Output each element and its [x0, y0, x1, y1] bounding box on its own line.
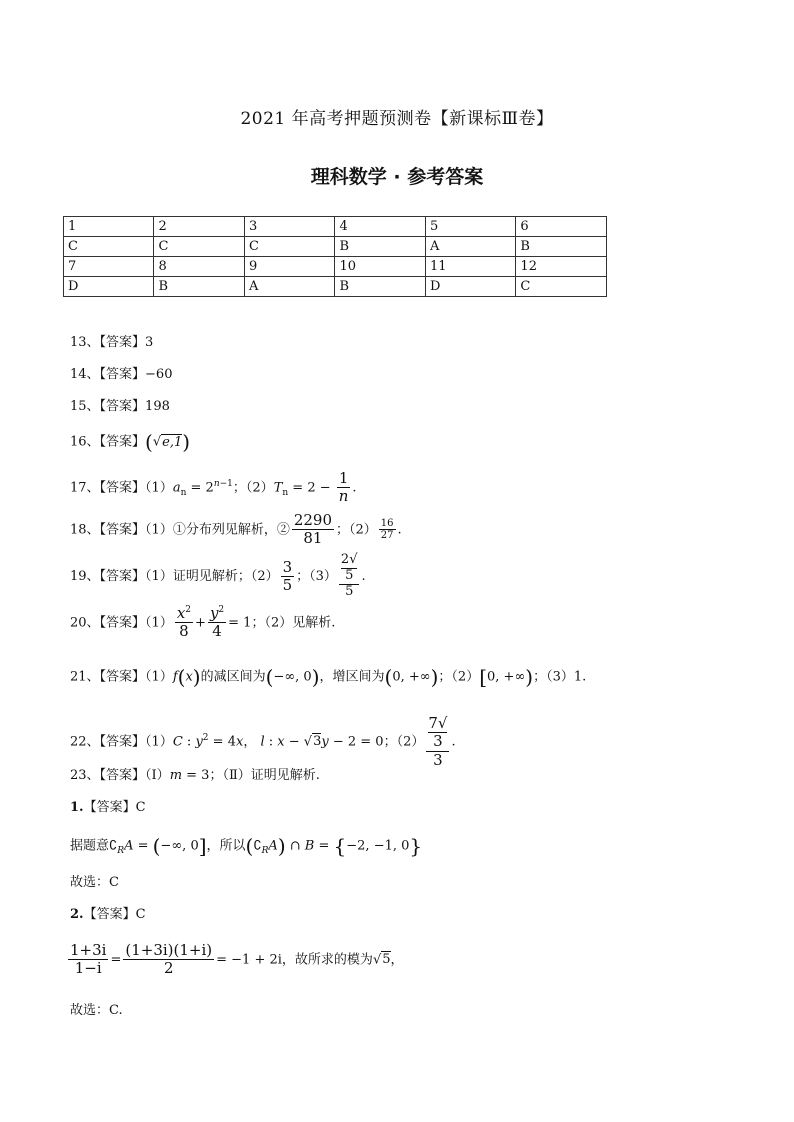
- answer-table-cell: A: [425, 237, 515, 257]
- answer-22-label: 22、【答案】（1）: [70, 734, 173, 750]
- answer-18-frac1-num: 2290: [293, 511, 333, 529]
- answer-19-frac1-num: 3: [282, 557, 293, 576]
- answer-table-cell: B: [335, 237, 425, 257]
- answer-table-cell: 8: [154, 257, 244, 277]
- answer-18-sep: ；（2）: [336, 522, 377, 538]
- answer-table-cell: 3: [244, 217, 334, 237]
- answer-21-text3: ；（2）: [438, 669, 480, 685]
- answer-18: 18、【答案】（1）①分布列见解析，② $\frac{2290}{81}$ ；（2） $\frac{16}{27}$ .: [70, 511, 402, 548]
- answer-17: 17、【答案】$(1)a_n = 2^{n-1}$；$(2)T_n = 2$ − $\frac{1}{n}$ .: [70, 469, 357, 506]
- answer-22: 22、【答案】（1）C : $y^2 = 4x$， l : x − √3y − 2 = 0；（2） 7√ 3 3 .: [70, 714, 456, 769]
- solution-2-header: [70, 907, 146, 923]
- answer-19-sep: ；（3）: [296, 568, 337, 584]
- solution-2-conclusion: 故选：C.: [70, 1003, 123, 1018]
- answer-21: 21、【答案】（1）f(x)的减区间为(−∞, 0)，增区间为(0, +∞)；（2）[0, +∞)；（3）1.: [70, 665, 587, 689]
- answer-table-row: [64, 257, 607, 277]
- answer-18-label: 18、【答案】（1）①分布列见解析，②: [70, 522, 290, 538]
- answer-18-frac2-num: 16: [380, 517, 394, 529]
- page-subtitle: 理科数学 · 参考答案: [310, 166, 484, 188]
- answer-table: [63, 216, 607, 297]
- answer-table-cell: 2: [154, 217, 244, 237]
- answer-table-cell: A: [244, 277, 334, 297]
- solution-1-body: 据题意$∁_RA$ = (−∞, 0]，所以$(∁_RA)$ ∩ B = {−2, −1, 0}: [70, 834, 423, 858]
- answer-table-cell: C: [516, 277, 607, 297]
- answer-18-frac2-den: 27: [380, 530, 394, 542]
- solution-1-header: [70, 800, 146, 816]
- answer-19-label: 19、【答案】（1）证明见解析；（2）: [70, 568, 279, 584]
- answer-table-cell: B: [154, 277, 244, 297]
- answer-16: 16、【答案】(√e,1): [70, 430, 191, 454]
- answer-table-cell: B: [516, 237, 607, 257]
- answer-20: 20、【答案】（1） $\frac{x^2}{8}$ + $\frac{y^2}{4}$ = 1；（2）见解析.: [70, 604, 336, 641]
- answer-21-suffix: ；（3）1.: [533, 669, 587, 685]
- page-title: 2021 年高考押题预测卷【新课标Ⅲ卷】: [240, 109, 554, 129]
- answer-16-value: e,1: [162, 434, 183, 450]
- answer-table-cell: B: [335, 277, 425, 297]
- answer-23-suffix: ；（Ⅱ）证明见解析.: [209, 768, 320, 783]
- answer-table-cell: D: [425, 277, 515, 297]
- answer-table-cell: 6: [516, 217, 607, 237]
- answer-table-cell: 12: [516, 257, 607, 277]
- solution-1-number: 1.: [70, 800, 84, 815]
- answer-table-cell: 1: [64, 217, 154, 237]
- answer-table-cell: 7: [64, 257, 154, 277]
- answer-17-sep: ；（2）: [232, 480, 274, 496]
- answer-19-frac2-den: 5: [345, 583, 354, 599]
- solution-1-text1: 据题意: [70, 838, 110, 854]
- answer-19-frac1-den: 5: [282, 575, 293, 594]
- solution-1-conclusion: 故选：C: [70, 875, 119, 890]
- answer-table-cell: C: [64, 237, 154, 257]
- solution-2-number: 2.: [70, 907, 84, 922]
- answer-table-row: [64, 277, 607, 297]
- answer-table-row: [64, 237, 607, 257]
- answer-18-frac1-den: 81: [303, 529, 323, 548]
- answer-23: 23、【答案】（Ⅰ）m = 3；（Ⅱ）证明见解析.: [70, 768, 320, 783]
- solution-2-text: ，故所求的模为: [281, 952, 373, 968]
- solution-1-answer: 【答案】C: [83, 800, 146, 815]
- answer-21-text1: 的减区间为: [200, 669, 266, 685]
- answer-23-label: 23、【答案】（Ⅰ）: [70, 768, 170, 783]
- solution-2-body: $\frac{1+3i}{1-i}$ = $\frac{(1+3i)(1+i)}{2}$ = −1 + 2i，故所求的模为√5，: [70, 941, 404, 978]
- answer-table-cell: C: [154, 237, 244, 257]
- answer-17-label: 17、【答案】（1）: [70, 480, 173, 496]
- answer-19: 19、【答案】（1）证明见解析；（2） $\frac{3}{5}$ ；（3） 2√ 5 5 .: [70, 552, 366, 599]
- answer-13: 13、【答案】3: [70, 335, 154, 350]
- answer-table-row: [64, 217, 607, 237]
- answer-16-label: 16、【答案】: [70, 434, 146, 450]
- answer-20-label: 20、【答案】（1）: [70, 615, 173, 631]
- answer-table-cell: 9: [244, 257, 334, 277]
- answer-22-sep: ；（2）: [383, 734, 425, 750]
- answer-21-text2: ，增区间为: [319, 669, 385, 685]
- answer-table-cell: C: [244, 237, 334, 257]
- answer-21-label: 21、【答案】（1）: [70, 669, 173, 685]
- answer-table-cell: D: [64, 277, 154, 297]
- solution-2-answer: 【答案】C: [83, 907, 146, 922]
- answer-table-cell: 4: [335, 217, 425, 237]
- answer-20-suffix: ；（2）见解析.: [251, 615, 336, 631]
- answer-table-cell: 10: [335, 257, 425, 277]
- answer-table-cell: 5: [425, 217, 515, 237]
- solution-1-text2: ，所以: [206, 838, 246, 854]
- answer-15: 15、【答案】198: [70, 399, 170, 414]
- answer-14: 14、【答案】−60: [70, 367, 173, 382]
- answer-table-cell: 11: [425, 257, 515, 277]
